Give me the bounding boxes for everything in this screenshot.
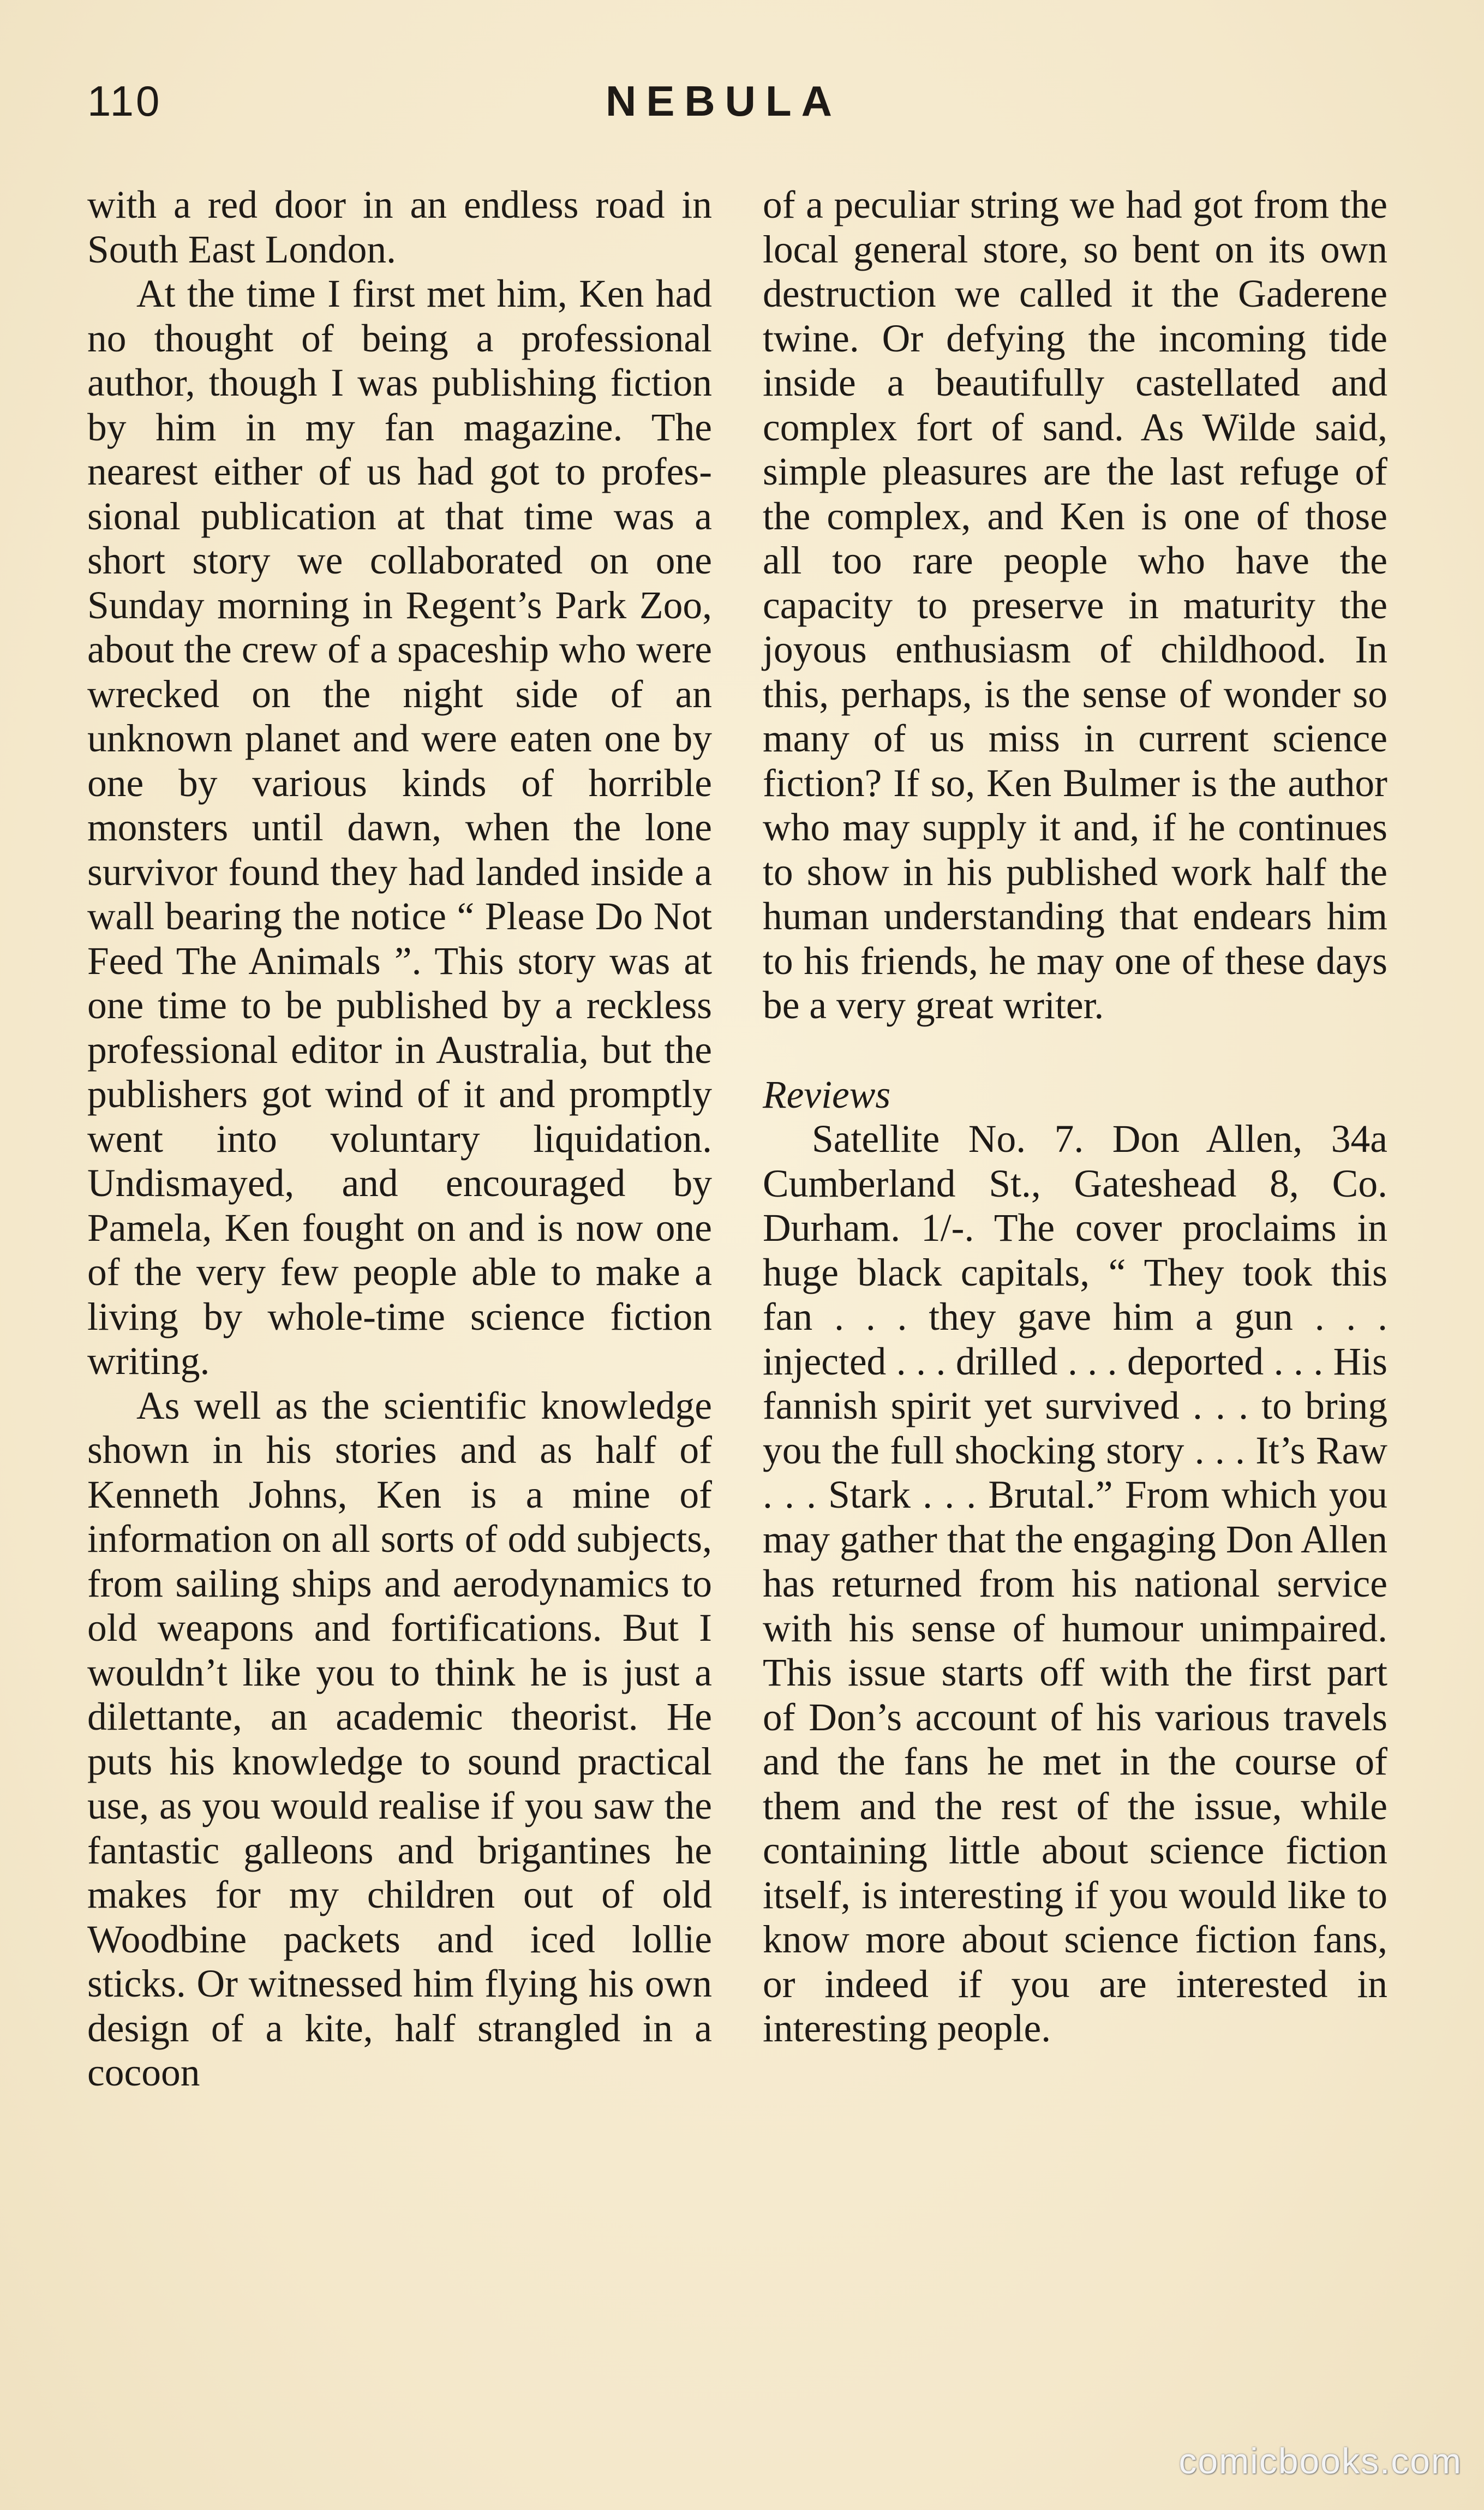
paragraph: with a red door in an endless road in South East London. bbox=[87, 183, 712, 271]
section-heading-reviews: Reviews bbox=[763, 1073, 891, 1116]
page-number: 110 bbox=[87, 77, 162, 125]
site-watermark: comicbooks.com bbox=[1178, 2441, 1462, 2481]
paragraph: of a peculiar string we had got from the local general store, so bent on its own destruction we called it the Gaderene twine. Or defying the incoming tide inside a beautifully castellated and complex fort of sand. As Wilde said, simple pleasures are the last refuge of the complex, and Ken is one of those all too rare people who have the capacity to preserve in maturity the joyous enthusiasm of childhood. In this, perhaps, is the sense of wonder so many of us miss in current science fiction? If so, Ken Bulmer is the author who may supply it and, if he continues to show in his published work half the human understanding that endears him to his friends, he may one of these days be a very great writer. bbox=[763, 183, 1387, 1027]
left-column bbox=[87, 183, 712, 2095]
paragraph: At the time I first met him, Ken had no thought of being a professional author, though I was publishing fiction by him in my fan magazine. The nearest either of us had got to professional publication at that time was a short story we collaborated on one Sunday morning in Regent’s Park Zoo, about the crew of a spaceship who were wrecked on the night side of an unknown planet and were eaten one by one by various kinds of horrible monsters until dawn, when the lone survivor found they had landed inside a wall bearing the notice “ Please Do Not Feed The Animals ”. This story was at one time to be published by a reckless professional editor in Australia, but the publishers got wind of it and promptly went into voluntary liquidation. Undismayed, and encouraged by Pamela, Ken fought on and is now one of the very few people able to make a living by whole-time science fiction writing. bbox=[87, 272, 712, 1383]
magazine-title: NEBULA bbox=[606, 77, 842, 125]
paragraph: As well as the scientific knowledge shown in his stories and as half of Kenneth Johns, Ken is a mine of information on all sorts of odd subjects, from sailing ships and aerodynamics to old weapons and fortifications. But I wouldn’t like you to think he is just a dilettante, an academic theorist. He puts his knowledge to sound practical use, as you would realise if you saw the fantastic galleons and brigantines he makes for my children out of old Woodbine packets and iced lollie sticks. Or witnessed him flying his own design of a kite, half strangled in a cocoon bbox=[87, 1384, 712, 2094]
right-column bbox=[763, 183, 1387, 2051]
review-paragraph: Satellite No. 7. Don Allen, 34a Cumberland St., Gateshead 8, Co. Durham. 1/-. The cover proclaims in huge black capitals, “ They took this fan . . . they gave him a gun . . . injected . . . drilled . . . deported . . . His fannish spirit yet survived . . . to bring you the full shocking story . . . It’s Raw . . . Stark . . . Brutal.” From which you may gather that the engaging Don Allen has returned from his national service with his sense of humour unimpaired. This issue starts off with the first part of Don’s account of his various travels and the fans he met in the course of them and the rest of the issue, while containing little about science fiction itself, is interesting if you would like to know more about science fiction fans, or indeed if you are interested in interesting people. bbox=[763, 1117, 1387, 2050]
